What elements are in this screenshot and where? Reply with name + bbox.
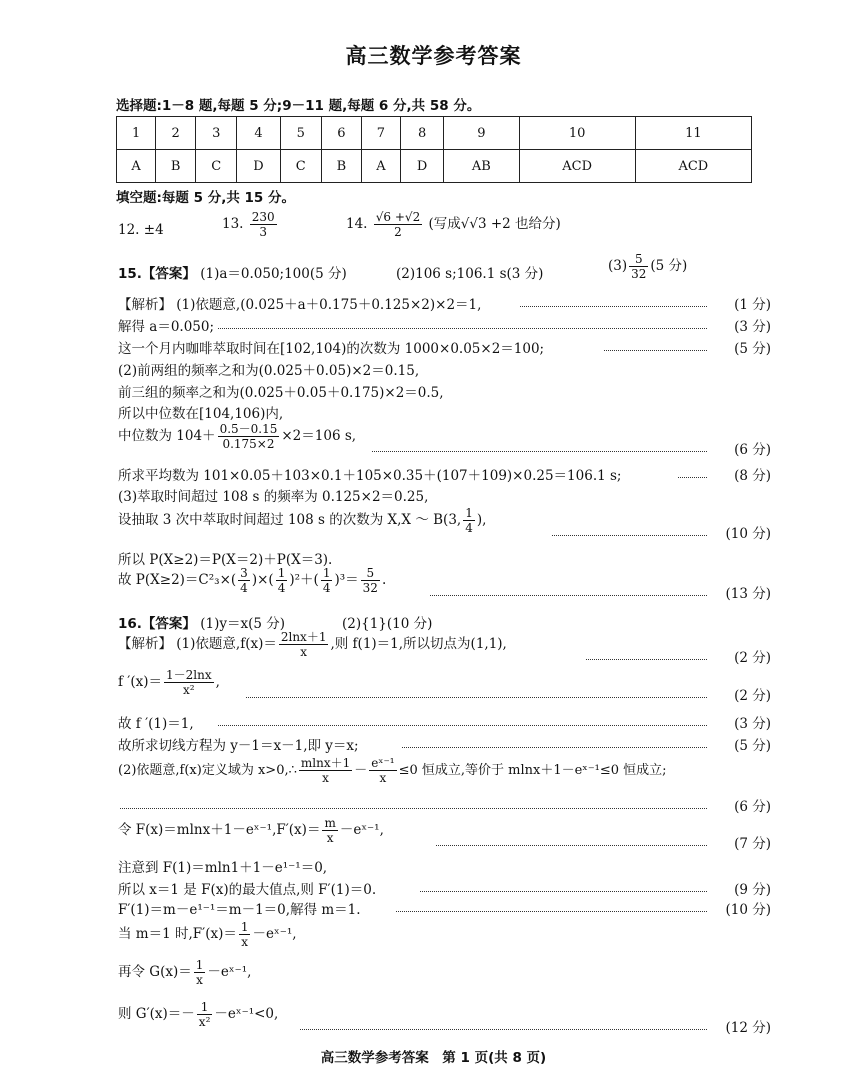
answer-14-note: (写成√√3 +2 也给分)	[428, 216, 561, 232]
fraction-denominator: x	[300, 645, 308, 659]
table-cell: C	[196, 150, 237, 183]
q16-answer-label: 16.【答案】	[118, 616, 196, 632]
leader-dots	[552, 535, 707, 536]
table-cell: ACD	[519, 150, 635, 183]
q15-answer-2: (2)106 s;106.1 s(3 分)	[396, 266, 544, 282]
table-cell: 8	[401, 117, 444, 150]
table-cell: 7	[361, 117, 400, 150]
fraction	[238, 566, 250, 595]
q16-line-10	[118, 920, 297, 949]
fraction-numerator: √6 +√2	[375, 210, 421, 224]
q16-answer-row	[118, 612, 285, 632]
fraction	[197, 1000, 213, 1029]
q15-median-line	[118, 422, 356, 451]
fraction	[299, 756, 352, 785]
fraction-numerator: 1	[277, 566, 286, 580]
table-cell: A	[117, 150, 156, 183]
q16-line-11-post: －eˣ⁻¹,	[207, 964, 252, 980]
fraction-denominator: x²	[198, 1015, 211, 1029]
answer-table-answer-row	[117, 150, 752, 183]
q15-binom-line	[118, 506, 486, 535]
q16-answer-1: (1)y＝x(5 分)	[200, 616, 285, 632]
q15-line-2: 解得 a＝0.050;	[118, 319, 215, 335]
q15-final-score: (13 分)	[725, 586, 771, 602]
table-cell: 4	[237, 117, 280, 150]
q15-answer-1: (1)a＝0.050;100(5 分)	[200, 266, 347, 282]
q16-line-12-post: －eˣ⁻¹<0,	[214, 1006, 279, 1022]
q15-binom-pre: 设抽取 3 次中萃取时间超过 108 s 的次数为 X,X ～ B(3,	[118, 512, 462, 528]
q16-line-1	[118, 630, 507, 659]
q15-answer-row	[118, 262, 347, 282]
q16-line-12	[118, 1000, 278, 1029]
answer-table-number-row	[117, 117, 752, 150]
q16-score-2: (2 分)	[734, 688, 771, 704]
q15-final-line: 故 P(X≥2)＝C²₃×( $\frac{3}{4}$ )×( $\frac{1}{4}$ )²＋( $\frac{1}{4}$ )³＝ $\frac{5}{32}$ .	[118, 566, 387, 595]
fill-header: 填空题:每题 5 分,共 15 分。	[116, 190, 296, 206]
choice-header: 选择题:1－8 题,每题 5 分;9－11 题,每题 6 分,共 58 分。	[116, 98, 481, 114]
q16-line-5-minus: －	[354, 763, 368, 778]
q15-answer-3-post: (5 分)	[650, 258, 688, 274]
fraction-denominator: x	[196, 973, 203, 987]
q15-score-1: (1 分)	[734, 297, 771, 313]
fraction-denominator: x	[241, 935, 249, 949]
fraction	[276, 566, 288, 595]
fraction-numerator: m	[324, 816, 336, 830]
q16-line-10-post: －eˣ⁻¹,	[252, 926, 297, 942]
table-cell: D	[237, 150, 280, 183]
table-cell: C	[280, 150, 321, 183]
table-cell: 1	[117, 117, 156, 150]
fraction-numerator: 3	[240, 566, 248, 580]
q15-median-post: ×2＝106 s,	[281, 428, 357, 444]
q16-line-5	[118, 756, 667, 785]
leader-dots	[246, 697, 707, 698]
q16-score-4: (5 分)	[734, 738, 771, 754]
q16-line-6-post: －eˣ⁻¹,	[339, 822, 384, 838]
table-cell: 3	[196, 117, 237, 150]
table-cell: 6	[321, 117, 361, 150]
q16-line-11-pre: 再令 G(x)＝	[118, 964, 192, 980]
fraction-numerator: 230	[251, 210, 275, 224]
fraction	[322, 816, 337, 845]
q15-median-pre: 中位数为 104＋	[118, 428, 216, 444]
leader-dots	[372, 451, 707, 452]
leader-dots	[430, 595, 707, 596]
q15-final-dot: .	[381, 572, 387, 588]
q16-line-2-post: ,	[215, 674, 220, 690]
q16-answer-2: (2){1}(10 分)	[342, 616, 433, 632]
table-cell: 10	[519, 117, 635, 150]
q16-line-10-pre: 当 m＝1 时,F′(x)＝	[118, 926, 237, 942]
q15-binom-post: ),	[476, 512, 487, 528]
fraction-denominator: x²	[183, 683, 195, 697]
q15-score-3: (5 分)	[734, 341, 771, 357]
fraction-numerator: 5	[361, 566, 380, 581]
leader-dots	[402, 747, 707, 748]
q16-line-2-pre: f ′(x)＝	[118, 674, 163, 690]
q16-score-12: (12 分)	[725, 1020, 771, 1036]
q15-score-2: (3 分)	[734, 319, 771, 335]
q15-final-eq: ³＝	[339, 572, 359, 588]
leader-dots	[604, 350, 707, 351]
q15-part3-line: (3)萃取时间超过 108 s 的频率为 0.125×2＝0.25,	[118, 489, 429, 505]
leader-dots	[586, 659, 707, 660]
fraction-denominator: x	[379, 771, 387, 785]
fraction-numerator: 1	[195, 958, 204, 972]
fraction	[239, 920, 251, 949]
fraction-denominator: 32	[631, 267, 647, 281]
q16-score-3: (3 分)	[734, 716, 771, 732]
fraction	[463, 506, 475, 535]
fraction-denominator: x	[322, 771, 329, 785]
fraction-denominator: 3	[259, 225, 268, 239]
fraction	[194, 958, 206, 987]
fraction-denominator: 4	[277, 581, 286, 595]
answer-13-label: 13.	[222, 216, 244, 232]
q15-final-plus: ²＋	[294, 572, 314, 588]
leader-dots	[520, 306, 707, 307]
q15-line-3: 这一个月内咖啡萃取时间在[102,104)的次数为 1000×0.05×2＝100;	[118, 341, 545, 357]
q16-score-6: (7 分)	[734, 836, 771, 852]
q15-answer-3-pre: (3)	[608, 258, 628, 274]
q15-answer-label: 15.【答案】	[118, 266, 196, 282]
q15-final-pre: 故 P(X≥2)＝C²₃×	[118, 572, 231, 588]
table-cell: 5	[280, 117, 321, 150]
page-footer: 高三数学参考答案 第 1 页(共 8 页)	[320, 1050, 547, 1066]
leader-dots	[218, 725, 707, 726]
q16-line-1-pre: 【解析】 (1)依题意,f(x)＝	[118, 636, 277, 652]
fraction-denominator: 4	[465, 521, 473, 535]
table-cell: 2	[156, 117, 196, 150]
q16-line-2	[118, 668, 220, 697]
fraction	[279, 630, 329, 659]
q16-score-8: (9 分)	[734, 882, 771, 898]
fraction	[369, 756, 396, 785]
table-cell: D	[401, 150, 444, 183]
fraction-numerator: 1	[465, 506, 473, 520]
fraction-numerator: 0.5－0.15	[219, 422, 278, 436]
fraction-denominator: x	[326, 831, 334, 845]
answer-13	[222, 210, 279, 239]
q16-line-9: F′(1)＝m－e¹⁻¹＝m－1＝0,解得 m＝1.	[118, 902, 361, 918]
q15-mean-score: (8 分)	[734, 468, 771, 484]
answer-12: 12. ±4	[118, 222, 164, 238]
fraction	[374, 210, 422, 239]
fraction-numerator: 1	[322, 566, 331, 580]
answer-14	[346, 210, 561, 239]
fraction-numerator: eˣ⁻¹	[371, 756, 395, 770]
table-cell: B	[156, 150, 196, 183]
fraction-numerator: 1	[240, 920, 249, 934]
q16-line-12-pre: 则 G′(x)＝－	[118, 1006, 195, 1022]
q16-line-8: 所以 x＝1 是 F(x)的最大值点,则 F′(1)＝0.	[118, 882, 377, 898]
q16-score-1: (2 分)	[734, 650, 771, 666]
table-cell: B	[321, 150, 361, 183]
q16-line-11	[118, 958, 251, 987]
leader-dots	[218, 328, 707, 329]
fraction	[361, 566, 380, 595]
leader-dots	[300, 1029, 707, 1030]
answer-14-label: 14.	[346, 216, 368, 232]
q16-line-6	[118, 816, 384, 845]
fraction	[164, 668, 214, 697]
table-cell: 11	[635, 117, 751, 150]
fraction	[250, 210, 277, 239]
q15-binom-score: (10 分)	[725, 526, 771, 542]
q16-line-1-post: ,则 f(1)＝1,所以切点为(1,1),	[330, 636, 507, 652]
q15-median-score: (6 分)	[734, 442, 771, 458]
q15-answer-3	[608, 252, 687, 281]
q15-final-times: ×	[257, 572, 269, 588]
q16-line-7: 注意到 F(1)＝mln1＋1－e¹⁻¹＝0,	[118, 860, 328, 876]
leader-dots	[396, 911, 707, 912]
leader-dots	[120, 808, 707, 809]
answer-table	[116, 116, 752, 183]
table-cell: ACD	[635, 150, 751, 183]
q16-line-4: 故所求切线方程为 y－1＝x－1,即 y＝x;	[118, 738, 359, 754]
fraction-denominator: 4	[240, 581, 248, 595]
leader-dots	[436, 845, 707, 846]
q16-line-5-pre: (2)依题意,f(x)定义域为 x>0,∴	[118, 763, 297, 778]
fraction-numerator: mlnx＋1	[300, 756, 351, 770]
page-title: 高三数学参考答案	[345, 44, 522, 68]
fraction-denominator: 2	[394, 225, 402, 239]
q16-score-5: (6 分)	[734, 799, 771, 815]
fraction	[218, 422, 280, 451]
fraction-numerator: 2lnx＋1	[280, 630, 327, 644]
fraction-numerator: 1－2lnx	[166, 668, 212, 682]
table-cell: 9	[444, 117, 519, 150]
q15-line-5: 前三组的频率之和为(0.025＋0.05＋0.175)×2＝0.5,	[118, 385, 444, 401]
table-cell: AB	[444, 150, 519, 183]
q15-line-1: 【解析】 (1)依题意,(0.025＋a＋0.175＋0.125×2)×2＝1,	[118, 297, 482, 313]
fraction-numerator: 5	[629, 252, 648, 267]
q15-line-4: (2)前两组的频率之和为(0.025＋0.05)×2＝0.15,	[118, 363, 420, 379]
q15-mean-line: 所求平均数为 101×0.05＋103×0.1＋105×0.35＋(107＋109)×0.25＝106.1 s;	[118, 468, 622, 484]
fraction-numerator: 1	[197, 1000, 213, 1015]
table-cell: A	[361, 150, 400, 183]
q16-line-3: 故 f ′(1)＝1,	[118, 716, 194, 732]
fraction	[321, 566, 333, 595]
q16-score-9: (10 分)	[725, 902, 771, 918]
leader-dots	[420, 891, 707, 892]
q16-line-5-post: ≤0 恒成立,等价于 mlnx＋1－eˣ⁻¹≤0 恒成立;	[398, 763, 667, 778]
q15-line-6: 所以中位数在[104,106)内,	[118, 406, 284, 422]
fraction-denominator: 0.175×2	[222, 437, 275, 451]
q16-line-6-pre: 令 F(x)＝mlnx＋1－eˣ⁻¹,F′(x)＝	[118, 822, 321, 838]
fraction-denominator: 4	[322, 581, 331, 595]
q15-prob-line: 所以 P(X≥2)＝P(X＝2)＋P(X＝3).	[118, 552, 333, 568]
fraction-denominator: 32	[362, 581, 378, 595]
leader-dots	[678, 477, 707, 478]
fraction	[629, 252, 648, 281]
